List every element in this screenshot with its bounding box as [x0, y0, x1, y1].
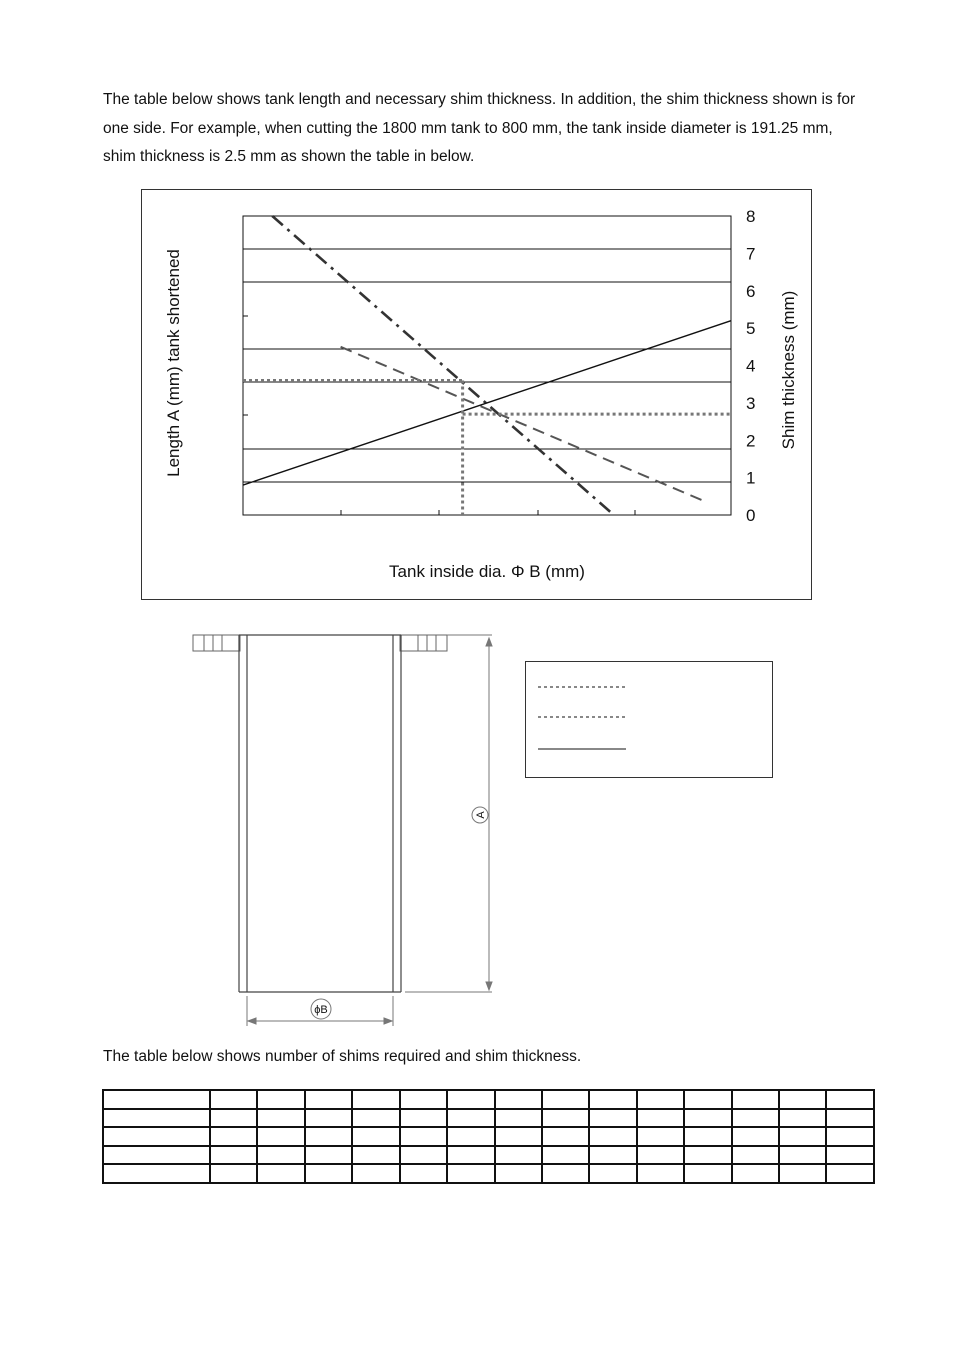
table-cell — [352, 1146, 399, 1165]
table-cell — [257, 1127, 304, 1146]
table-row — [103, 1090, 874, 1109]
table-cell — [779, 1127, 826, 1146]
table-cell — [305, 1127, 352, 1146]
table-cell — [779, 1090, 826, 1109]
table-cell — [103, 1164, 210, 1183]
table-cell — [210, 1090, 257, 1109]
table-cell — [684, 1090, 731, 1109]
table-cell — [732, 1090, 779, 1109]
table-cell — [257, 1146, 304, 1165]
table-cell — [779, 1109, 826, 1128]
table-cell — [637, 1164, 684, 1183]
table-cell — [732, 1109, 779, 1128]
right-tick-label-4: 4 — [746, 356, 756, 376]
table-row — [103, 1127, 874, 1146]
table-cell — [542, 1090, 589, 1109]
table-cell — [400, 1109, 447, 1128]
table-cell — [589, 1109, 636, 1128]
table-cell — [637, 1127, 684, 1146]
table-cell — [542, 1127, 589, 1146]
y-axis-label-right: Shim thickness (mm) — [779, 290, 798, 450]
table-cell — [352, 1164, 399, 1183]
table-row — [103, 1164, 874, 1183]
right-tick-label-6: 6 — [746, 281, 756, 301]
table-cell — [257, 1164, 304, 1183]
table-cell — [447, 1146, 494, 1165]
chart-legend — [525, 661, 773, 778]
table-cell — [257, 1090, 304, 1109]
table-cell — [684, 1164, 731, 1183]
table-cell — [400, 1127, 447, 1146]
table-cell — [352, 1109, 399, 1128]
series-line-2 — [341, 347, 702, 500]
series-line-3 — [243, 321, 731, 485]
table-cell — [447, 1090, 494, 1109]
right-tick-label-8: 8 — [746, 207, 756, 226]
table-cell — [103, 1127, 210, 1146]
table-cell — [352, 1090, 399, 1109]
table-cell — [447, 1127, 494, 1146]
table-cell — [495, 1164, 542, 1183]
table-cell — [495, 1146, 542, 1165]
tank-body — [239, 635, 401, 992]
table-cell — [684, 1109, 731, 1128]
table-cell — [305, 1109, 352, 1128]
table-cell — [210, 1127, 257, 1146]
chart-svg — [142, 190, 813, 601]
table-cell — [305, 1164, 352, 1183]
table-cell — [826, 1127, 873, 1146]
table-cell — [103, 1109, 210, 1128]
table-cell — [352, 1127, 399, 1146]
table-intro-paragraph: The table below shows number of shims required and shim thickness. — [103, 1048, 582, 1065]
table-cell — [589, 1164, 636, 1183]
table-cell — [826, 1164, 873, 1183]
table-cell — [826, 1109, 873, 1128]
table-cell — [684, 1146, 731, 1165]
plot-area — [243, 216, 731, 515]
table-cell — [305, 1146, 352, 1165]
table-cell — [103, 1146, 210, 1165]
right-tick-label-2: 2 — [746, 431, 756, 451]
table-cell — [305, 1090, 352, 1109]
table-cell — [447, 1164, 494, 1183]
table-cell — [447, 1109, 494, 1128]
table-cell — [210, 1109, 257, 1128]
table-cell — [637, 1090, 684, 1109]
table-cell — [400, 1164, 447, 1183]
table-cell — [732, 1164, 779, 1183]
table-cell — [779, 1164, 826, 1183]
table-cell — [103, 1090, 210, 1109]
table-cell — [732, 1127, 779, 1146]
table-cell — [684, 1127, 731, 1146]
table-row — [103, 1146, 874, 1165]
shim-table — [102, 1089, 875, 1184]
table-cell — [400, 1090, 447, 1109]
table-cell — [779, 1146, 826, 1165]
table-cell — [257, 1109, 304, 1128]
right-flange — [400, 635, 447, 651]
y-axis-label-left: Length A (mm) tank shortened — [164, 249, 183, 477]
table-cell — [826, 1090, 873, 1109]
dimension-b-label: ϕB — [314, 1004, 328, 1016]
right-tick-label-5: 5 — [746, 319, 756, 339]
right-tick-label-3: 3 — [746, 393, 756, 413]
right-tick-label-7: 7 — [746, 244, 756, 264]
table-cell — [589, 1090, 636, 1109]
table-cell — [495, 1109, 542, 1128]
table-cell — [542, 1146, 589, 1165]
table-cell — [589, 1146, 636, 1165]
table-cell — [826, 1146, 873, 1165]
right-tick-label-0: 0 — [746, 506, 756, 525]
shim-chart — [141, 189, 812, 600]
table-cell — [637, 1146, 684, 1165]
right-tick-label-1: 1 — [746, 468, 756, 488]
series-line-1 — [272, 216, 614, 515]
table-cell — [210, 1164, 257, 1183]
table-cell — [495, 1127, 542, 1146]
tank-drawing — [180, 628, 510, 1028]
table-cell — [495, 1090, 542, 1109]
table-cell — [589, 1127, 636, 1146]
table-row — [103, 1109, 874, 1128]
dimension-a-label: A — [475, 811, 487, 819]
x-axis-label: Tank inside dia. Φ B (mm) — [389, 562, 585, 581]
left-flange — [193, 635, 240, 651]
table-cell — [542, 1109, 589, 1128]
intro-paragraph: The table below shows tank length and necessary shim thickness. In addition, the shim thickness shown is for one side. For example, when cutting the 1800 mm tank to 800 mm, the tank inside diameter is 191.25 mm, shim thickness is 2.5 mm as shown the table in below. — [103, 91, 856, 165]
table-cell — [542, 1164, 589, 1183]
table-cell — [637, 1109, 684, 1128]
table-cell — [732, 1146, 779, 1165]
table-cell — [400, 1146, 447, 1165]
table-cell — [210, 1146, 257, 1165]
